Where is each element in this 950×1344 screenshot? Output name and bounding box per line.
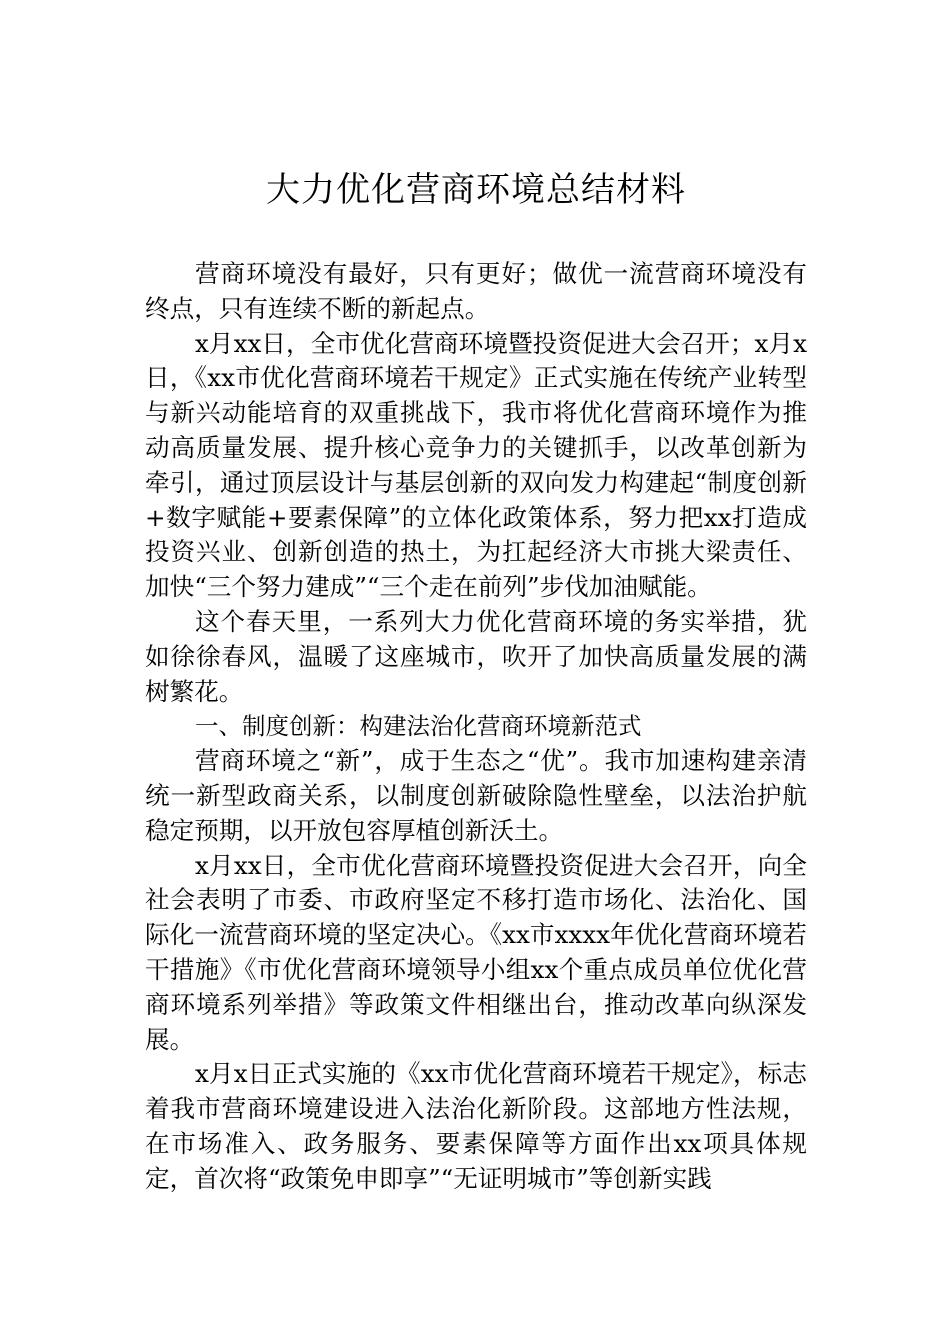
document-page: [145, 0, 807, 1197]
section-paragraph-1: 营商环境之“新”，成于生态之“优”。我市加速构建亲清统一新型政商关系，以制度创新破除隐性壁垒，以法治护航稳定预期，以开放包容厚植创新沃土。: [145, 746, 807, 845]
section-paragraph-2: x月xx日，全市优化营商环境暨投资促进大会召开，向全社会表明了市委、市政府坚定不移打造市场化、法治化、国际化一流营商环境的坚定决心。《xx市xxxx年优化营商环境若干措施》《市优化营商环境领导小组xx个重点成员单位优化营商环境系列举措》等政策文件相继出台，推动改革向纵深发展。: [145, 850, 807, 1054]
document-title: 大力优化营商环境总结材料: [266, 170, 686, 210]
intro-paragraph-2: x月xx日，全市优化营商环境暨投资促进大会召开；x月x日，《xx市优化营商环境若干规定》正式实施在传统产业转型与新兴动能培育的双重挑战下，我市将优化营商环境作为推动高质量发展、提升核心竞争力的关键抓手，以改革创新为牵引，通过顶层设计与基层创新的双向发力构建起“制度创新+数字赋能+要素保障”的立体化政策体系，努力把xx打造成投资兴业、创新创造的热土，为扛起经济大市挑大梁责任、加快“三个努力建成”“三个走在前列”步伐加油赋能。: [145, 328, 807, 602]
intro-paragraph-1: 营商环境没有最好，只有更好；做优一流营商环境没有终点，只有连续不断的新起点。: [145, 259, 807, 323]
section-paragraph-3: x月x日正式实施的《xx市优化营商环境若干规定》，标志着我市营商环境建设进入法治化新阶段。这部地方性法规，在市场准入、政务服务、要素保障等方面作出xx项具体规定，首次将“政策免申即享”“无证明城市”等创新实践: [145, 1059, 807, 1193]
section-heading: 一、制度创新：构建法治化营商环境新范式: [195, 712, 642, 741]
intro-paragraph-3: 这个春天里，一系列大力优化营商环境的务实举措，犹如徐徐春风，温暖了这座城市，吹开了加快高质量发展的满树繁花。: [145, 606, 807, 706]
document-body: [145, 257, 807, 1197]
